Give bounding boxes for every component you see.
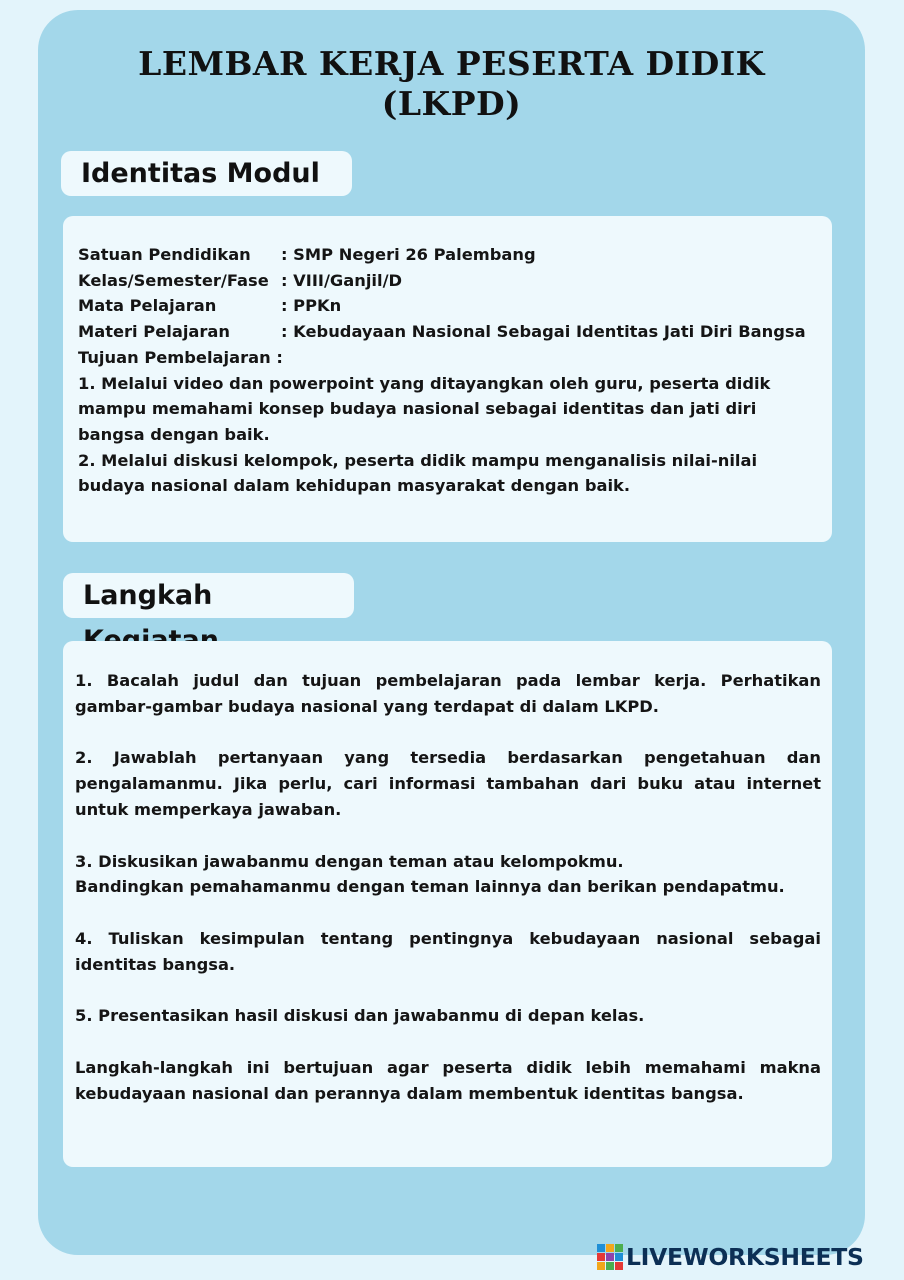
identitas-row [78, 242, 816, 268]
logo-square [615, 1253, 623, 1261]
identitas-value: : VIII/Ganjil/D [281, 270, 403, 290]
identitas-row [78, 268, 816, 294]
logo-square [606, 1244, 614, 1252]
identitas-label: Kelas/Semester/Fase [78, 270, 269, 290]
identitas-label: Mata Pelajaran [78, 296, 217, 316]
logo-square [597, 1262, 605, 1270]
title-line-2: (LKPD) [381, 84, 522, 123]
step-paragraph: 1. Bacalah judul dan tujuan pembelajaran pada lembar kerja. Perhatikan gambar-gambar budaya nasional yang terdapat di dalam LKPD. [75, 671, 821, 716]
logo-square [615, 1244, 623, 1252]
step-3-line-1: 3. Diskusikan jawabanmu dengan teman atau kelompokmu. [75, 851, 624, 871]
identitas-row [78, 293, 816, 319]
logo-square [597, 1244, 605, 1252]
logo-square [597, 1253, 605, 1261]
step-3-line-2: Bandingkan pemahamanmu dengan teman lainnya dan berikan pendapatmu. [75, 877, 785, 897]
logo-square [615, 1262, 623, 1270]
logo-square [606, 1253, 614, 1261]
tujuan-item: 2. Melalui diskusi kelompok, peserta didik mampu menganalisis nilai-nilai budaya nasional dalam kehidupan masyarakat dengan baik. [78, 450, 758, 496]
identitas-box [63, 216, 832, 542]
tujuan-label: Tujuan Pembelajaran : [78, 347, 283, 367]
identitas-label: Satuan Pendidikan [78, 245, 251, 264]
liveworksheets-logo-icon [597, 1244, 623, 1270]
step-paragraph: 2. Jawablah pertanyaan yang tersedia berdasarkan pengetahuan dan pengalamanmu. Jika perlu, cari informasi tambahan dari buku atau internet untuk memperkaya jawaban. [75, 748, 821, 819]
identitas-row [78, 319, 816, 345]
section-heading-langkah: Langkah [63, 573, 354, 618]
closing-paragraph: Langkah-langkah ini bertujuan agar peserta didik lebih memahami makna kebudayaan nasional dan perannya dalam membentuk identitas bangsa. [75, 1058, 821, 1103]
tujuan-item: 1. Melalui video dan powerpoint yang ditayangkan oleh guru, peserta didik mampu memahami konsep budaya nasional sebagai identitas dan jati diri bangsa dengan baik. [78, 373, 771, 444]
identitas-label: Materi Pelajaran [78, 322, 231, 342]
langkah-box [63, 641, 832, 1167]
section-heading-identitas: Identitas Modul [61, 151, 352, 196]
identitas-value: : SMP Negeri 26 Palembang [281, 245, 536, 264]
step-paragraph-3 [75, 849, 821, 900]
liveworksheets-watermark [597, 1242, 892, 1272]
identitas-value: : Kebudayaan Nasional Sebagai Identitas Jati Diri Bangsa [281, 322, 806, 342]
page-title [38, 44, 865, 124]
logo-square [606, 1262, 614, 1270]
step-paragraph: 5. Presentasikan hasil diskusi dan jawabanmu di depan kelas. [75, 1006, 645, 1026]
identitas-value: : PPKn [281, 296, 342, 316]
watermark-text: LIVEWORKSHEETS [626, 1243, 864, 1271]
title-line-1: LEMBAR KERJA PESERTA DIDIK [138, 44, 765, 83]
step-paragraph: 4. Tuliskan kesimpulan tentang pentingnya kebudayaan nasional sebagai identitas bangsa. [75, 928, 821, 974]
